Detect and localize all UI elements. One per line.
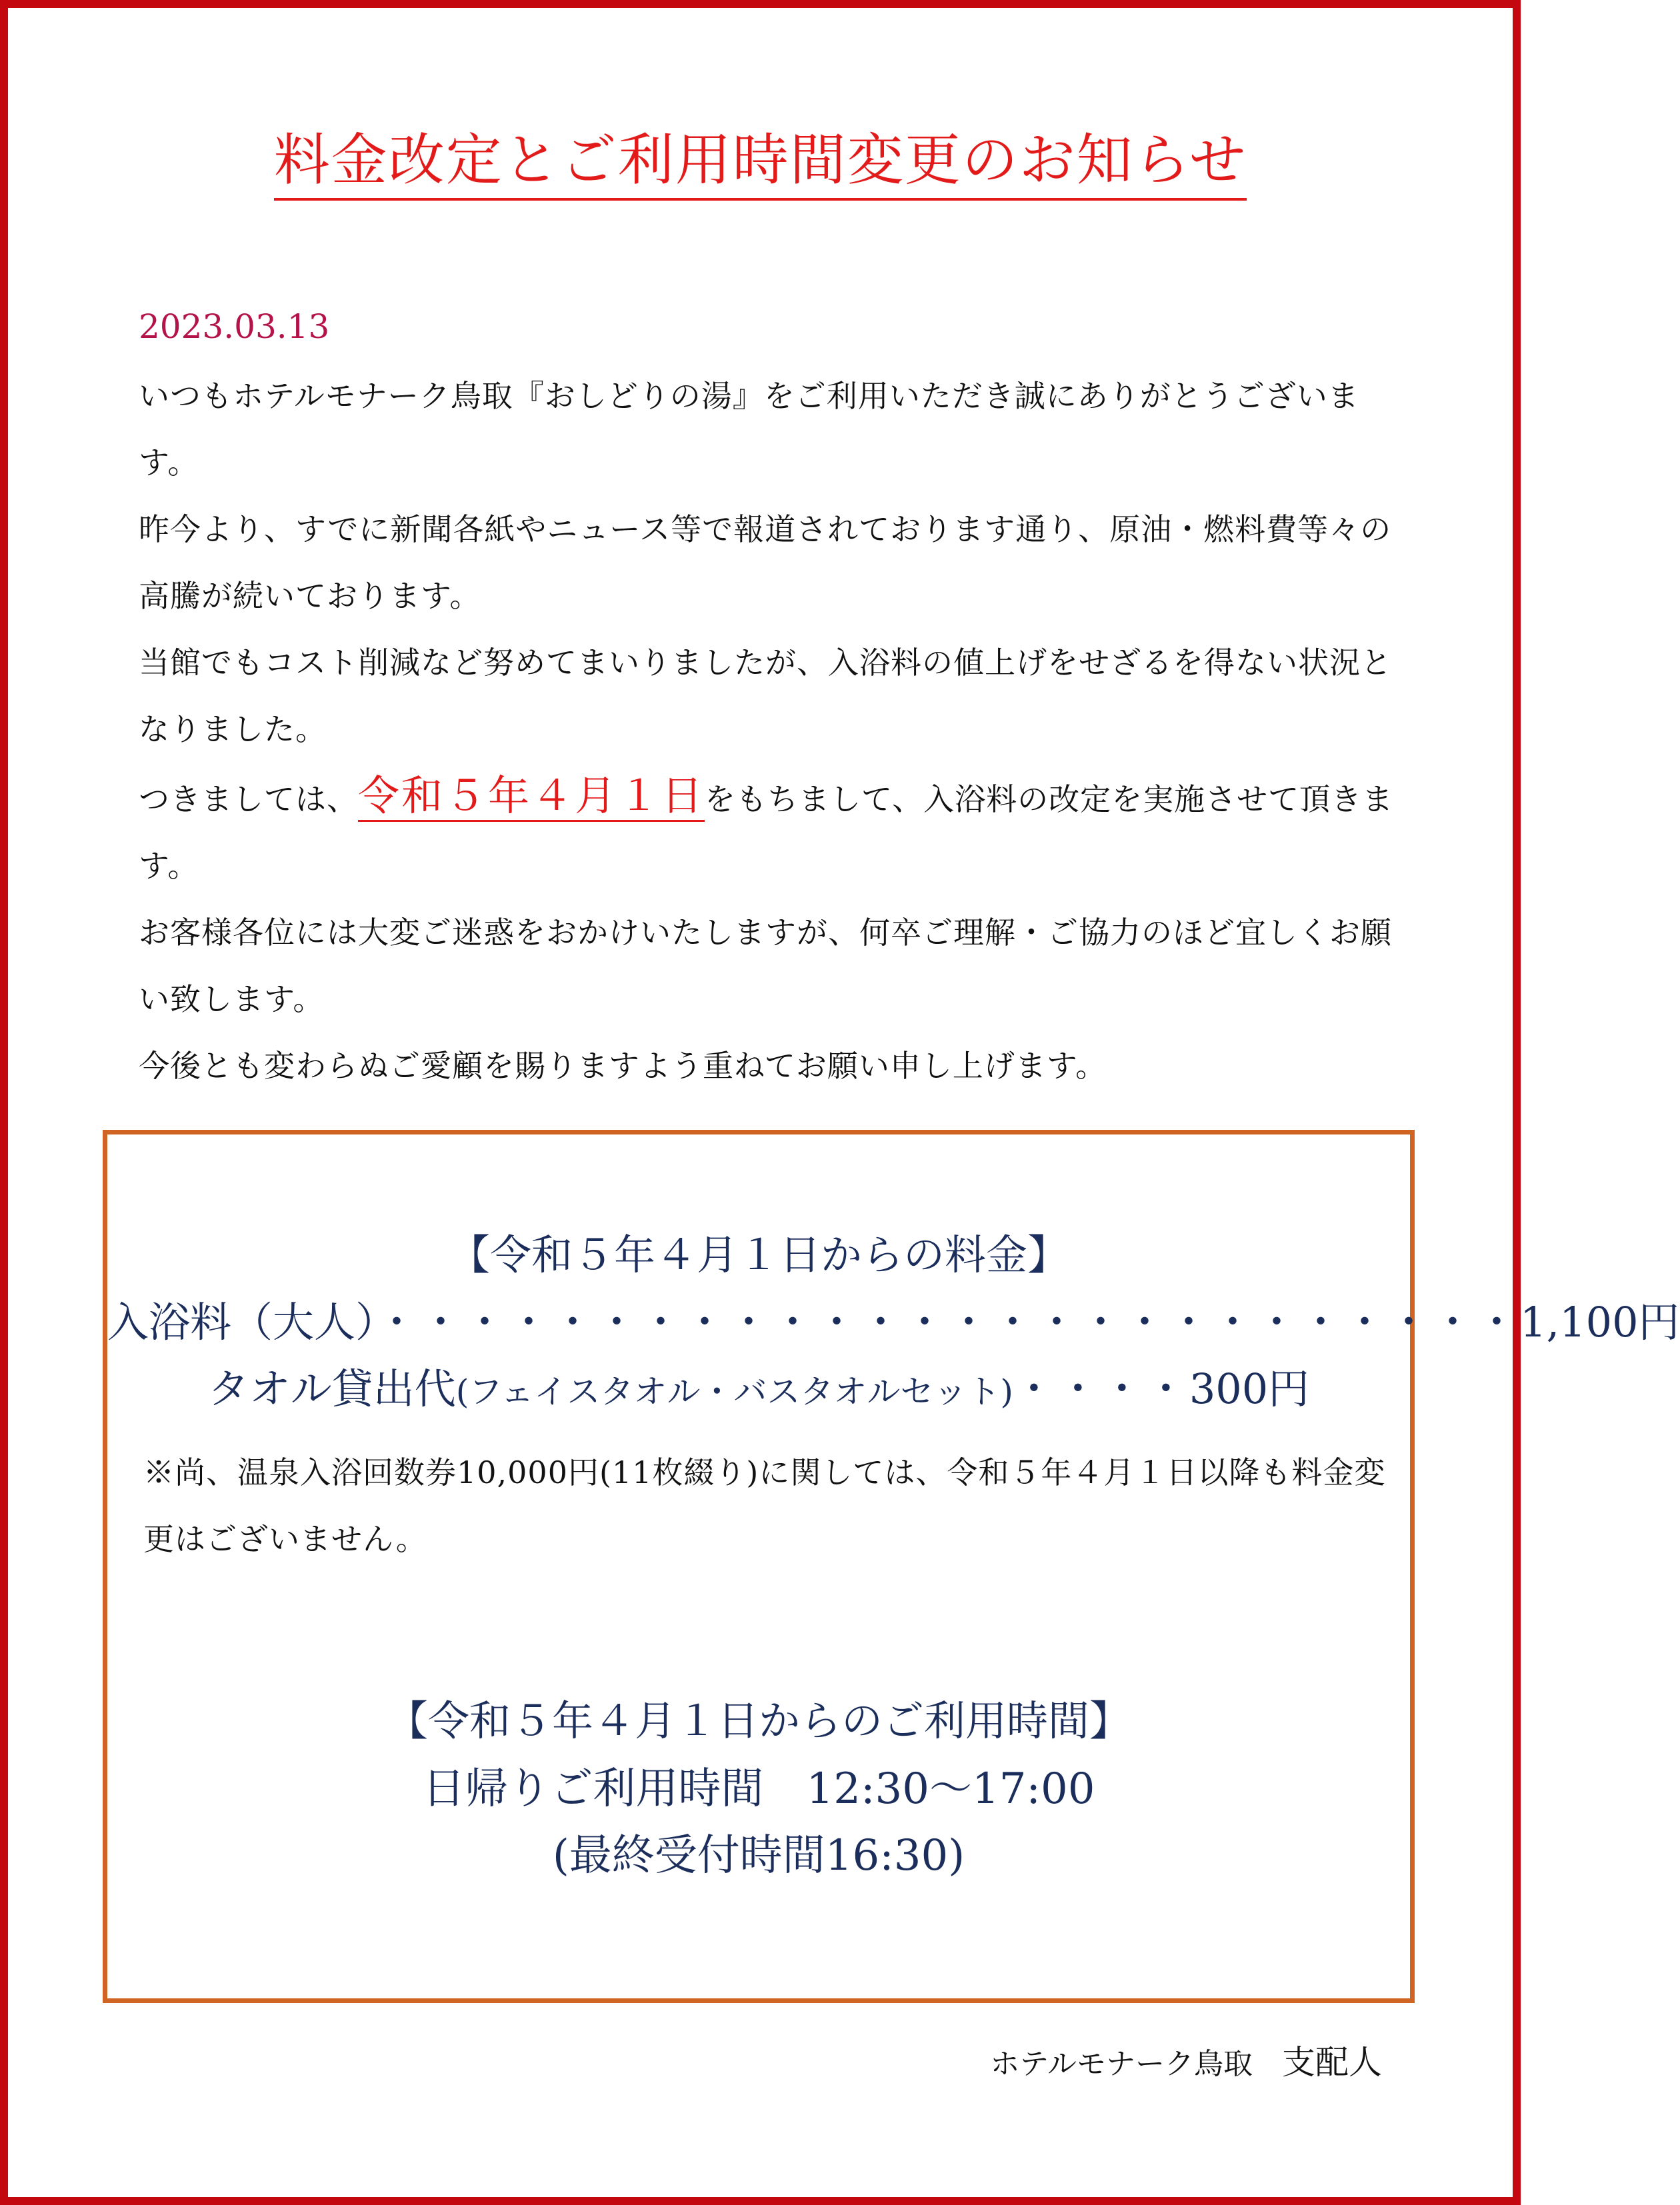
towel-fee-dots: ・・・・ (1013, 1364, 1189, 1413)
price-increase-paragraph: 当館でもコスト削減など努めてまいりましたが、入浴料の値上げをせざるを得ない状況となりました。 (139, 645, 1392, 747)
notice-body (139, 363, 1399, 1099)
hours-heading: 【令和５年４月１日からのご利用時間】 (386, 1696, 1131, 1745)
towel-fee-detail: (フェイスタオル・バスタオルセット) (455, 1372, 1013, 1411)
signature-hotel: ホテルモナーク鳥取 (990, 2047, 1253, 2081)
notice-title-text: 料金改定とご利用時間変更のお知らせ (274, 127, 1247, 201)
apology-paragraph: お客様各位には大変ご迷惑をおかけいたしますが、何卒ご理解・ご協力のほど宜しくお願い致します。 (139, 915, 1392, 1017)
effective-date-highlight: 令和５年４月１日 (358, 771, 705, 822)
effective-date-paragraph (139, 763, 1399, 899)
towel-fee-price: 300円 (1189, 1364, 1310, 1413)
notice-date: 2023.03.13 (139, 307, 330, 346)
effective-date-tail: をもちまして、入浴料の改定を実施させて頂きます。 (139, 781, 1394, 884)
signature (990, 2042, 1382, 2082)
greeting-paragraph: いつもホテルモナーク鳥取『おしどりの湯』をご利用いただき誠にありがとうございます。 (139, 378, 1359, 481)
rates-heading: 【令和５年４月１日からの料金】 (448, 1230, 1069, 1279)
notice-title (8, 127, 1513, 201)
thanks-paragraph: 今後とも変わらぬご愛顧を賜りますよう重ねてお願い申し上げます。 (139, 1048, 1107, 1084)
effective-date-lead: つきましては、 (139, 781, 358, 817)
towel-fee-line (107, 1364, 1410, 1414)
rate-info-box (103, 1130, 1680, 2003)
signature-role: 支配人 (1282, 2043, 1382, 2082)
coupon-note: ※尚、温泉入浴回数券10,000円(11枚綴り)に関しては、令和５年４月１日以降も料金変更はございません。 (143, 1454, 1386, 1557)
bath-fee-line (107, 1298, 1680, 1347)
bath-fee-price: 1,100円 (1520, 1298, 1680, 1346)
towel-fee-label: タオル貸出代 (207, 1364, 456, 1413)
fuel-cost-paragraph: 昨今より、すでに新聞各紙やニュース等で報道されております通り、原油・燃料費等々の高騰が続いております。 (139, 511, 1392, 614)
day-use-hours: 日帰りご利用時間 12:30〜17:00 (422, 1764, 1095, 1814)
last-entry-time: (最終受付時間16:30) (552, 1831, 965, 1880)
bath-fee-label: 入浴料（大人） (107, 1298, 377, 1346)
bath-fee-dots: ・・・・・・・・・・・・・・・・・・・・・・・・・・ (376, 1298, 1521, 1346)
